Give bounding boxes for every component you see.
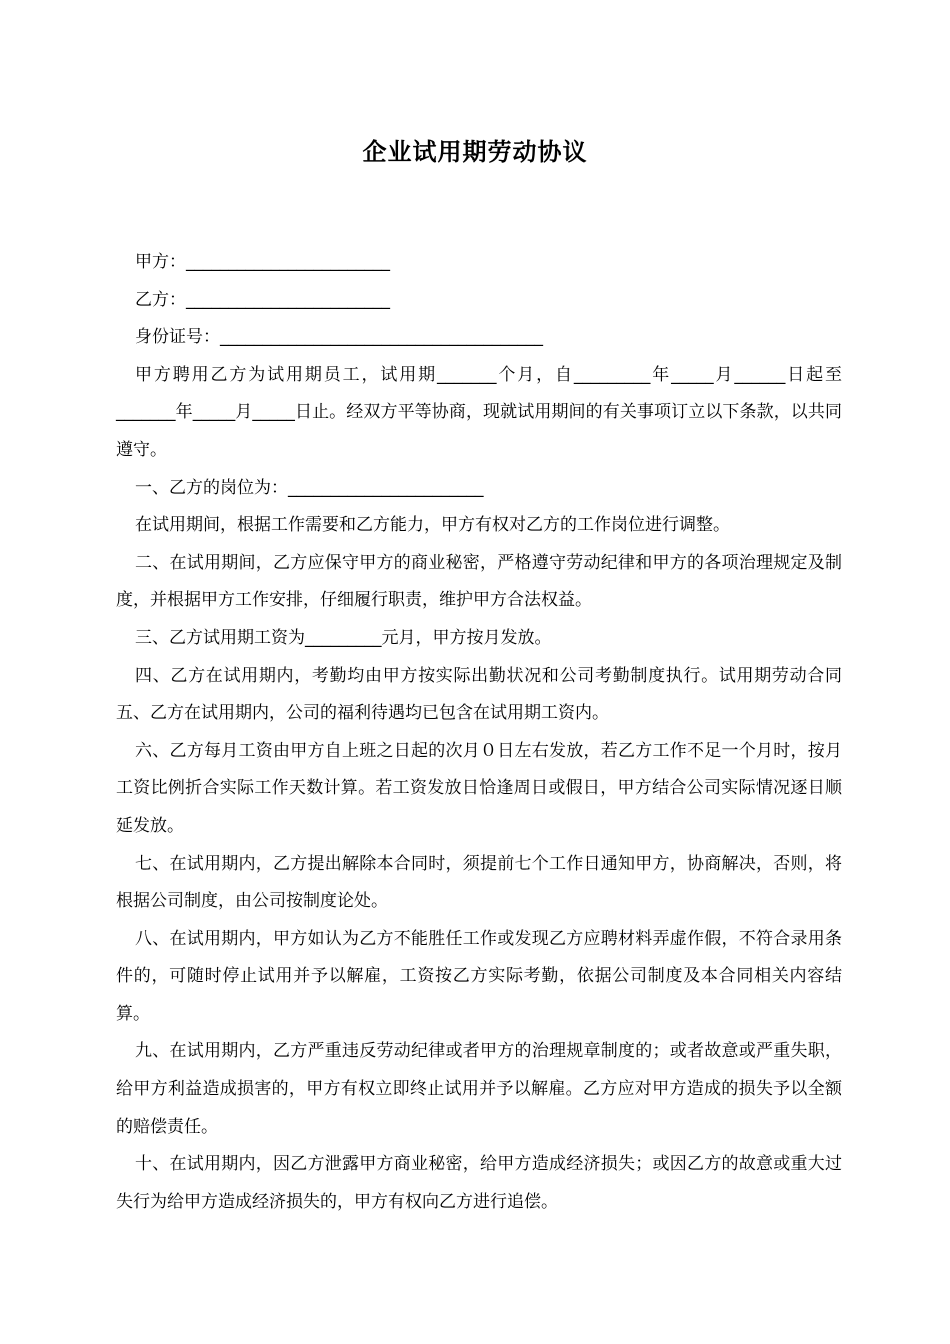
- clause-2: 二、在试用期间，乙方应保守甲方的商业秘密，严格遵守劳动纪律和甲方的各项治理规定及制度，并根据甲方工作安排，仔细履行职责，维护甲方合法权益。: [116, 552, 842, 611]
- clause-10: 十、在试用期内，因乙方泄露甲方商业秘密，给甲方造成经济损失；或因乙方的故意或重大过失行为给甲方造成经济损失的，甲方有权向乙方进行追偿。: [116, 1154, 842, 1212]
- clause-4-5: 四、乙方在试用期内，考勤均由甲方按实际出勤状况和公司考勤制度执行。试用期劳动合同五、乙方在试用期内，公司的福利待遇均已包含在试用期工资内。: [116, 665, 842, 724]
- document-title: 企业试用期劳动协议: [362, 138, 588, 166]
- clause-6: 六、乙方每月工资由甲方自上班之日起的次月０日左右发放，若乙方工作不足一个月时，按月工资比例折合实际工作天数计算。若工资发放日恰逢周日或假日，甲方结合公司实际情况逐日顺延发放。: [116, 740, 842, 836]
- clause-7: 七、在试用期内，乙方提出解除本合同时，须提前七个工作日通知甲方，协商解决，否则，将根据公司制度，由公司按制度论处。: [116, 853, 842, 912]
- intro-paragraph: 甲方聘用乙方为试用期员工，试用期_______个月，自_________年_____月______日起至_______年_____月_____日止。经双方平等协商，现就试用期间的有关事项订立以下条款，以共同遵守。: [116, 364, 842, 460]
- document-body: [116, 244, 842, 1221]
- clause-9: 九、在试用期内，乙方严重违反劳动纪律或者甲方的治理规章制度的；或者故意或严重失职，给甲方利益造成损害的，甲方有权立即终止试用并予以解雇。乙方应对甲方造成的损失予以全额的赔偿责任。: [116, 1041, 842, 1137]
- clause-3: 三、乙方试用期工资为_________元月，甲方按月发放。: [135, 627, 552, 648]
- clause-8: 八、在试用期内，甲方如认为乙方不能胜任工作或发现乙方应聘材料弄虚作假，不符合录用条件的，可随时停止试用并予以解雇，工资按乙方实际考勤，依据公司制度及本合同相关内容结算。: [116, 928, 842, 1024]
- party-a-line: 甲方：________________________: [135, 252, 390, 272]
- clause-1-position: 一、乙方的岗位为：_______________________: [135, 477, 484, 498]
- party-b-line: 乙方：________________________: [135, 289, 390, 310]
- clause-1-adjustment: 在试用期间，根据工作需要和乙方能力，甲方有权对乙方的工作岗位进行调整。: [135, 515, 730, 536]
- id-number-line: 身份证号：______________________________________: [135, 327, 543, 348]
